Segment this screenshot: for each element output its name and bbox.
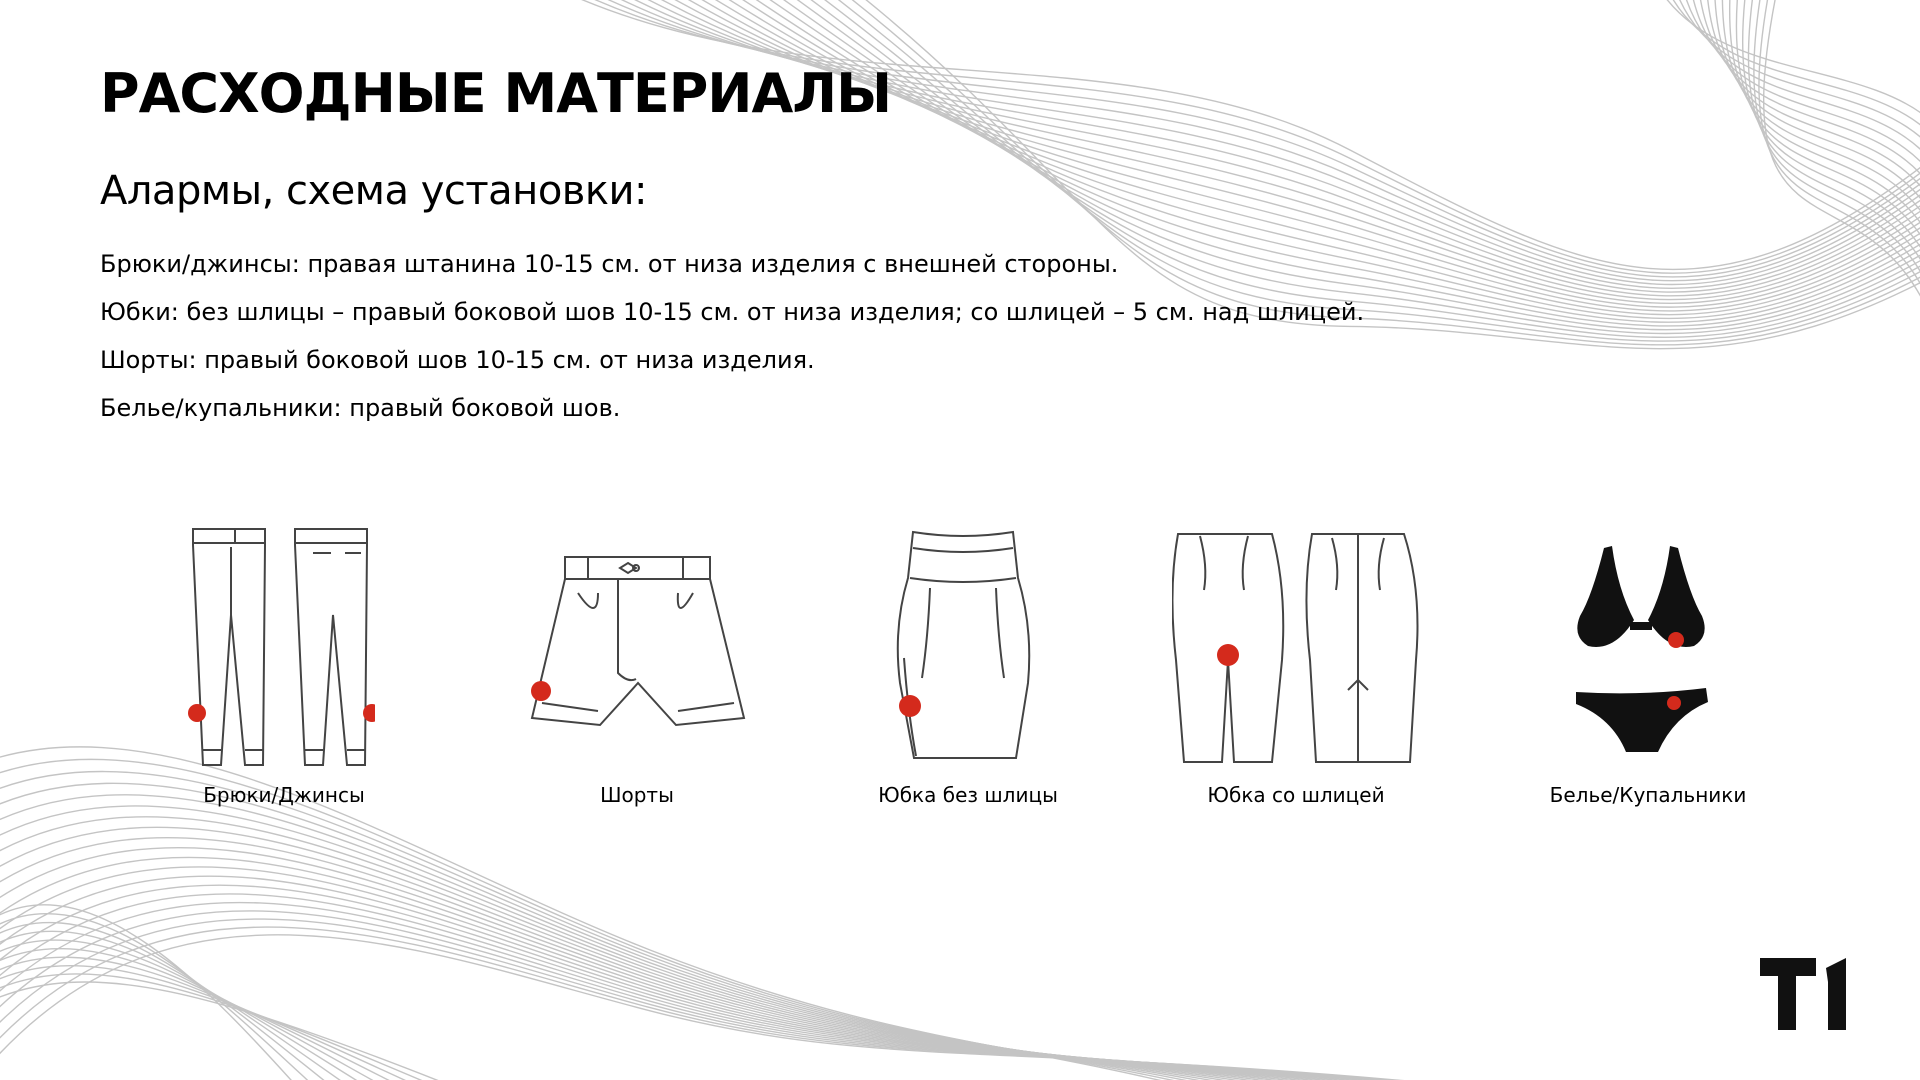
contour-line [0,857,1360,1080]
slide-subtitle: Алармы, схема установки: [100,168,648,214]
t1-logo-icon [1760,958,1852,1030]
contour-line [0,885,1408,1080]
slide-title: РАСХОДНЫЕ МАТЕРИАЛЫ [100,62,892,125]
trousers-figure [185,525,375,770]
contour-line [0,940,372,1080]
shorts-figure [528,553,748,738]
slit-skirt-figure [1172,530,1427,767]
rule-underwear: Белье/купальники: правый боковой шов. [100,394,621,422]
contour-line [0,935,1504,1080]
caption-shorts: Шорты [600,783,674,807]
skirt-figure [888,528,1038,763]
caption-skirt: Юбка без шлицы [878,783,1058,807]
caption-slit-skirt: Юбка со шлицей [1207,783,1385,807]
contour-line [0,949,390,1080]
trousers-icon [185,525,375,770]
contour-line [0,974,444,1080]
skirt-icon [888,528,1038,763]
contour-line [0,759,1216,1080]
swimsuit-figure [1574,540,1709,760]
contour-line [1722,0,1920,224]
contour-line [0,957,408,1080]
installation-rules [100,244,1364,436]
caption-trousers: Брюки/Джинсы [203,783,365,807]
rule-trousers: Брюки/джинсы: правая штанина 10-15 см. от низа изделия с внешней стороны. [100,250,1119,278]
contour-line [0,911,1456,1080]
rule-skirts: Юбки: без шлицы – правый боковой шов 10-15 см. от низа изделия; со шлицей – 5 см. над шлицей. [100,298,1365,326]
shorts-icon [528,553,748,738]
contour-line [1736,0,1920,250]
t1-logo [1760,958,1852,1034]
contour-line [0,827,1312,1080]
slit-skirt-icon [1172,530,1427,767]
rule-shorts: Шорты: правый боковой шов 10-15 см. от низа изделия. [100,346,815,374]
contour-line [0,817,1296,1080]
contour-line [0,923,336,1080]
caption-swimsuit: Белье/Купальники [1549,783,1747,807]
contour-line [0,982,462,1080]
swimsuit-icon [1574,540,1709,760]
